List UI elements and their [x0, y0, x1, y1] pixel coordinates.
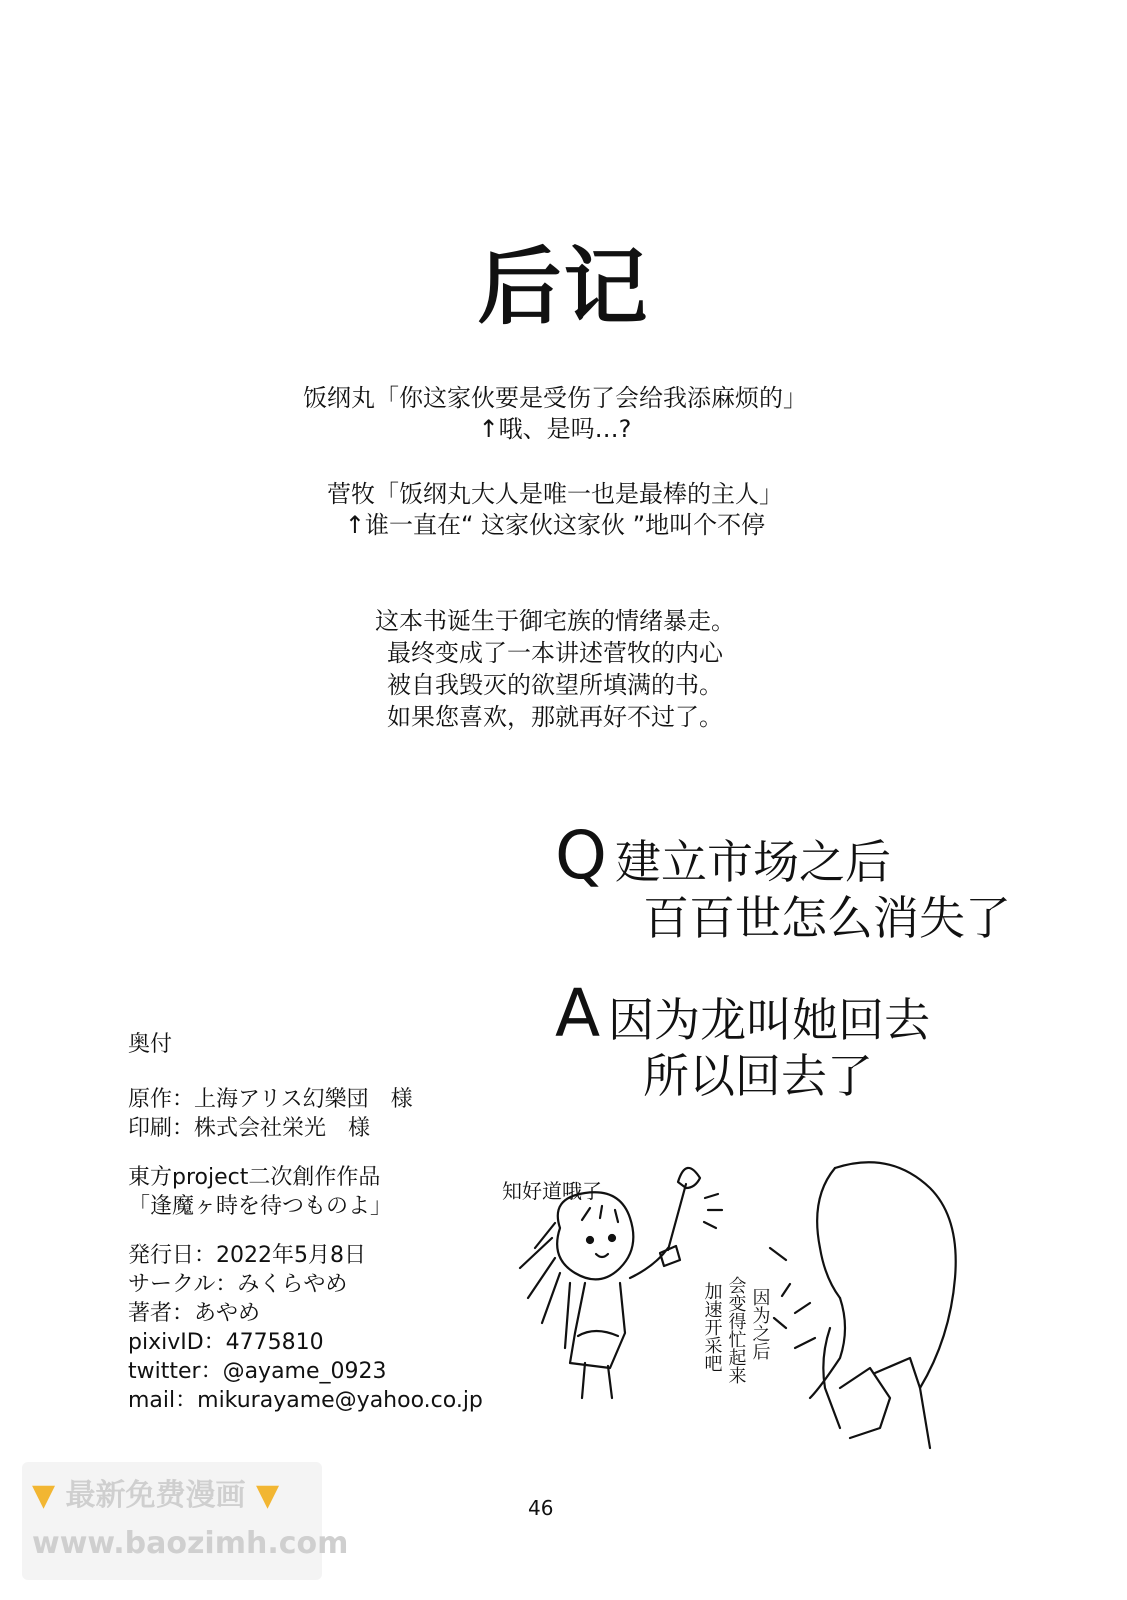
dialogue-line: ↑哦、是吗…?	[478, 415, 632, 443]
colophon-author: 著者：あやめ	[128, 1301, 261, 1326]
watermark	[22, 1462, 349, 1580]
qa-answer	[555, 975, 931, 1104]
dialogue-line: 菅牧「饭纲丸大人是唯一也是最棒的主人」	[327, 480, 783, 508]
q-line: 百百世怎么消失了	[643, 891, 1011, 945]
colophon-date: 発行日：2022年5月8日	[128, 1243, 366, 1268]
dialogue-block-1	[0, 383, 1110, 445]
illustration-right-col: 加速开采吧	[701, 1282, 723, 1372]
story-line: 最终变成了一本讲述菅牧的内心	[387, 639, 723, 667]
colophon-printing: 印刷：株式会社栄光 様	[128, 1116, 371, 1141]
illustration-right-col: 因为之后	[749, 1288, 771, 1360]
colophon-pixiv: pixivID：4775810	[128, 1330, 324, 1355]
story-paragraph	[0, 605, 1110, 733]
colophon-original: 原作：上海アリス幻樂団 様	[128, 1087, 413, 1112]
colophon-heading: 奥付	[128, 1032, 173, 1057]
illustration-right-col: 会变得忙起来	[725, 1276, 747, 1384]
qa-question	[555, 817, 1011, 946]
illustration-text	[502, 1179, 771, 1384]
watermark-text: 最新免费漫画	[65, 1478, 246, 1513]
colophon-work-type: 東方project二次創作作品	[128, 1165, 381, 1190]
large-character	[770, 1162, 956, 1448]
a-line: 所以回去了	[643, 1049, 873, 1103]
a-line: 因为龙叫她回去	[608, 993, 931, 1047]
story-line: 被自我毁灭的欲望所填满的书。	[387, 671, 723, 699]
dialogue-line: 饭纲丸「你这家伙要是受伤了会给我添麻烦的」	[303, 384, 807, 412]
watermark-url: www.baozimh.com	[32, 1526, 349, 1561]
story-line: 如果您喜欢，那就再好不过了。	[387, 703, 723, 731]
colophon-circle: サークル：みくらやめ	[128, 1272, 348, 1297]
colophon-mail: mail：mikurayame@yahoo.co.jp	[128, 1388, 483, 1413]
colophon	[128, 1030, 483, 1415]
q-line: 建立市场之后	[614, 835, 891, 889]
pointing-hand-icon: ▼	[32, 1478, 56, 1513]
watermark-line	[32, 1470, 279, 1514]
colophon-work-title: 「逢魔ヶ時を待つものよ」	[128, 1194, 393, 1219]
sketch-illustration	[490, 1158, 990, 1458]
dialogue-block-2	[0, 479, 1110, 541]
colophon-twitter: twitter：@ayame_0923	[128, 1359, 387, 1384]
a-letter: A	[555, 975, 601, 1052]
page-title: 后记	[477, 238, 650, 336]
dialogue-line: ↑谁一直在“ 这家伙这家伙 ”地叫个不停	[344, 511, 766, 539]
story-line: 这本书诞生于御宅族的情绪暴走。	[375, 607, 735, 635]
page-number: 46	[528, 1496, 554, 1520]
q-letter: Q	[555, 817, 607, 894]
pointing-hand-icon: ▼	[255, 1478, 280, 1513]
illustration-left-bubble: 知好道哦了	[502, 1179, 602, 1203]
